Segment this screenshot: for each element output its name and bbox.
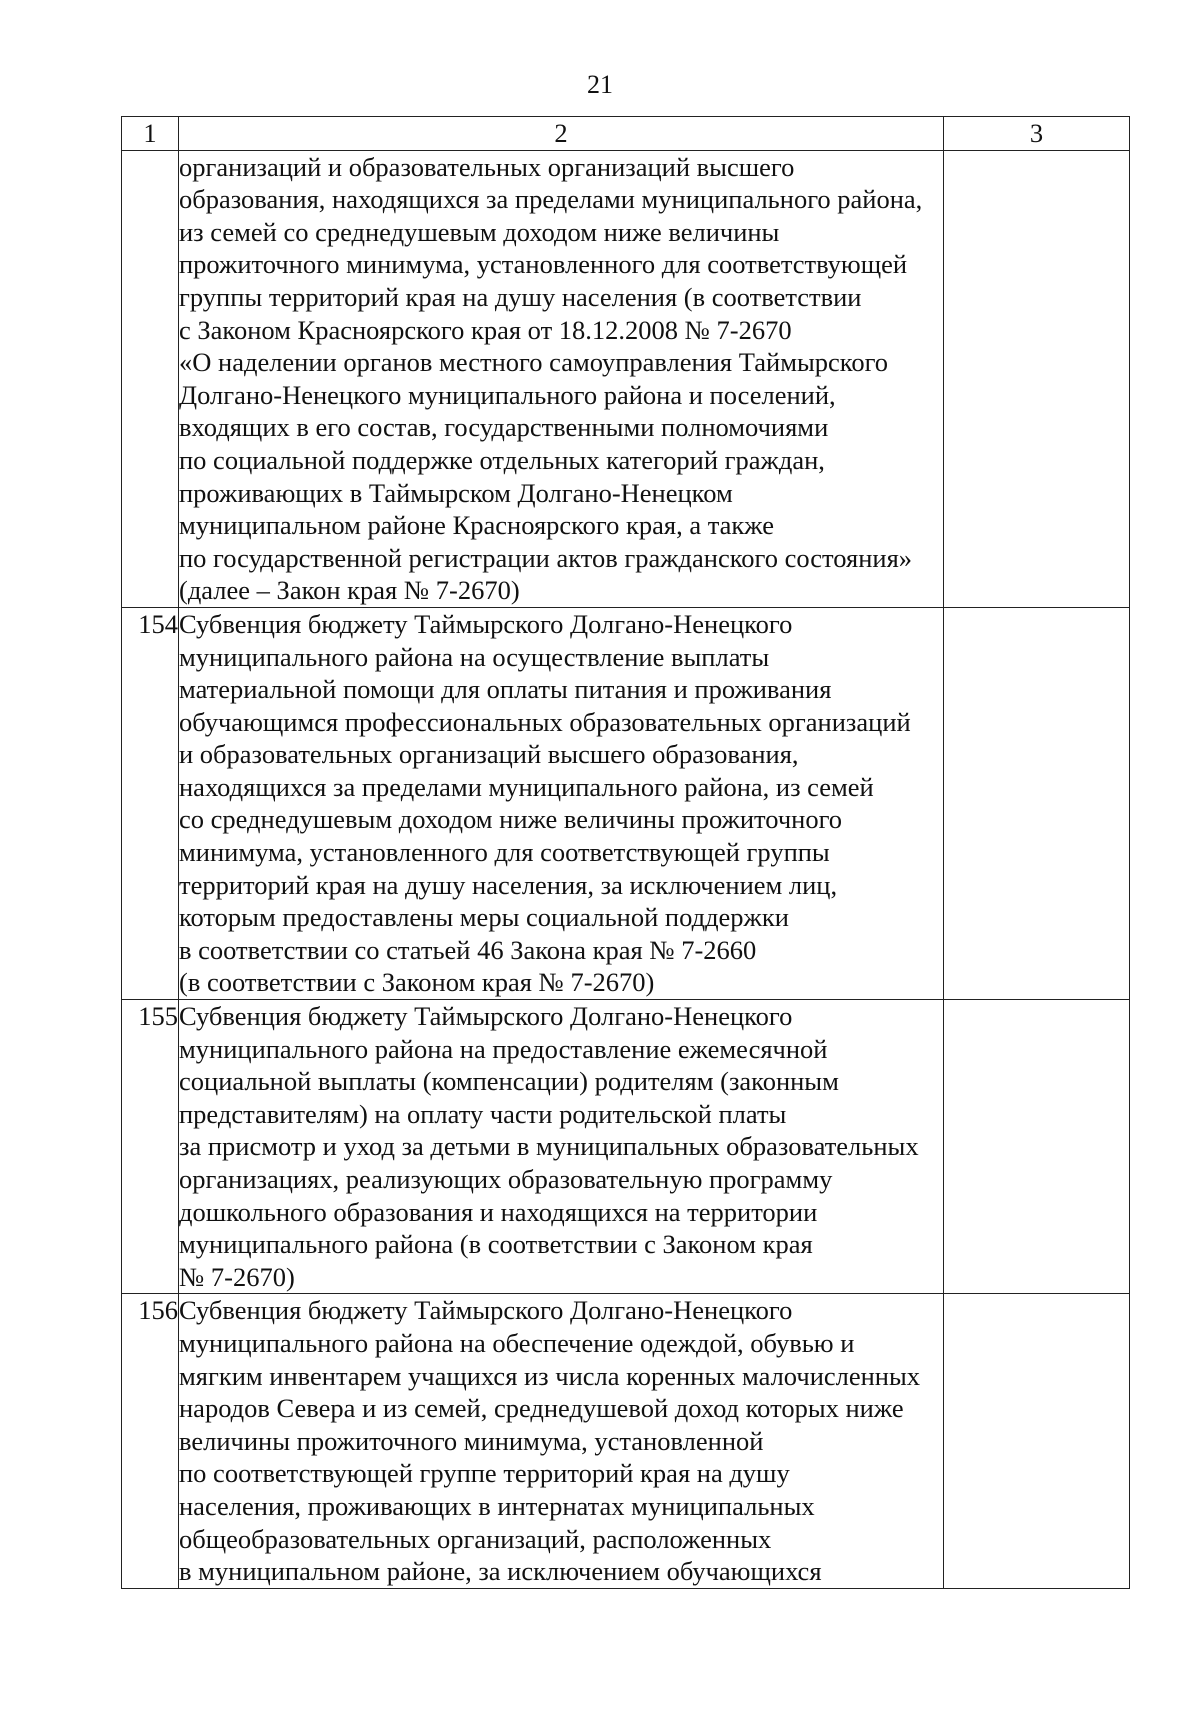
description-line: муниципального района на осуществление выплаты [179, 641, 770, 672]
description-line: организаций и образовательных организаций высшего [179, 151, 795, 182]
description-line: величины прожиточного минимума, установленной [179, 1425, 764, 1456]
description-line: входящих в его состав, государственными полномочиями [179, 412, 829, 443]
description-line: по социальной поддержке отдельных категорий граждан, [179, 444, 825, 475]
description-line: находящихся за пределами муниципального района, из семей [179, 771, 874, 802]
row-description [179, 1294, 944, 1588]
description-line: № 7-2670) [179, 1261, 295, 1292]
description-line: муниципального района (в соответствии с Законом края [179, 1229, 813, 1260]
table-row [122, 607, 1130, 999]
description-line: Долгано-Ненецкого муниципального района и поселений, [179, 379, 836, 410]
page-number: 21 [587, 70, 613, 99]
description-line: по соответствующей группе территорий края на душу [179, 1458, 790, 1489]
description-line: за присмотр и уход за детьми в муниципальных образовательных [179, 1131, 919, 1162]
row-column-3 [944, 1294, 1130, 1588]
description-line: народов Севера и из семей, среднедушевой доход которых ниже [179, 1393, 904, 1424]
description-line: представителям) на оплату части родительской платы [179, 1098, 787, 1129]
row-description [179, 150, 944, 607]
description-line: из семей со среднедушевым доходом ниже величины [179, 216, 780, 247]
row-number: 154 [122, 607, 179, 999]
description-line: «О наделении органов местного самоуправления Таймырского [179, 347, 889, 378]
description-line: территорий края на душу населения, за исключением лиц, [179, 869, 838, 900]
description-line: с Законом Красноярского края от 18.12.2008 № 7-2670 [179, 314, 792, 345]
description-line: муниципального района на предоставление ежемесячной [179, 1033, 828, 1064]
description-line: прожиточного минимума, установленного для соответствующей [179, 249, 908, 280]
description-line: обучающимся профессиональных образовательных организаций [179, 706, 911, 737]
description-line: (в соответствии с Законом края № 7-2670) [179, 967, 655, 998]
column-header-3: 3 [944, 117, 1130, 151]
column-header-2: 2 [179, 117, 944, 151]
table-row [122, 150, 1130, 607]
description-line: проживающих в Таймырском Долгано-Ненецком [179, 477, 733, 508]
description-line: дошкольного образования и находящихся на территории [179, 1196, 818, 1227]
row-column-3 [944, 607, 1130, 999]
description-line: минимума, установленного для соответствующей группы [179, 837, 830, 868]
description-line: группы территорий края на душу населения (в соответствии [179, 281, 862, 312]
description-line: материальной помощи для оплаты питания и проживания [179, 674, 832, 705]
column-header-1: 1 [122, 117, 179, 151]
row-column-3 [944, 1000, 1130, 1294]
description-line: и образовательных организаций высшего образования, [179, 739, 799, 770]
document-table [121, 116, 1130, 1589]
description-line: мягким инвентарем учащихся из числа коренных малочисленных [179, 1360, 921, 1391]
description-line: со среднедушевым доходом ниже величины прожиточного [179, 804, 843, 835]
row-number: 155 [122, 1000, 179, 1294]
description-line: образования, находящихся за пределами муниципального района, [179, 184, 923, 215]
table-row [122, 1000, 1130, 1294]
table-row [122, 1294, 1130, 1588]
row-number [122, 150, 179, 607]
description-line: социальной выплаты (компенсации) родителям (законным [179, 1066, 839, 1097]
row-column-3 [944, 150, 1130, 607]
description-line: населения, проживающих в интернатах муниципальных [179, 1490, 815, 1521]
description-line: общеобразовательных организаций, расположенных [179, 1523, 772, 1554]
description-line: Субвенция бюджету Таймырского Долгано-Ненецкого [179, 608, 793, 639]
table-header-row [122, 117, 1130, 151]
description-line: организациях, реализующих образовательную программу [179, 1164, 833, 1194]
description-line: (далее – Закон края № 7-2670) [179, 575, 520, 606]
description-line: муниципального района на обеспечение одеждой, обувью и [179, 1327, 855, 1358]
description-line: в соответствии со статьей 46 Закона края № 7-2660 [179, 934, 757, 965]
description-line: по государственной регистрации актов гражданского состояния» [179, 542, 913, 573]
description-line: которым предоставлены меры социальной поддержки [179, 902, 789, 933]
description-line: муниципальном районе Красноярского края, а также [179, 510, 774, 541]
description-line: Субвенция бюджету Таймырского Долгано-Ненецкого [179, 1001, 793, 1032]
row-number: 156 [122, 1294, 179, 1588]
description-line: Субвенция бюджету Таймырского Долгано-Ненецкого [179, 1295, 793, 1326]
row-description [179, 1000, 944, 1294]
description-line: в муниципальном районе, за исключением обучающихся [179, 1556, 822, 1587]
row-description [179, 607, 944, 999]
